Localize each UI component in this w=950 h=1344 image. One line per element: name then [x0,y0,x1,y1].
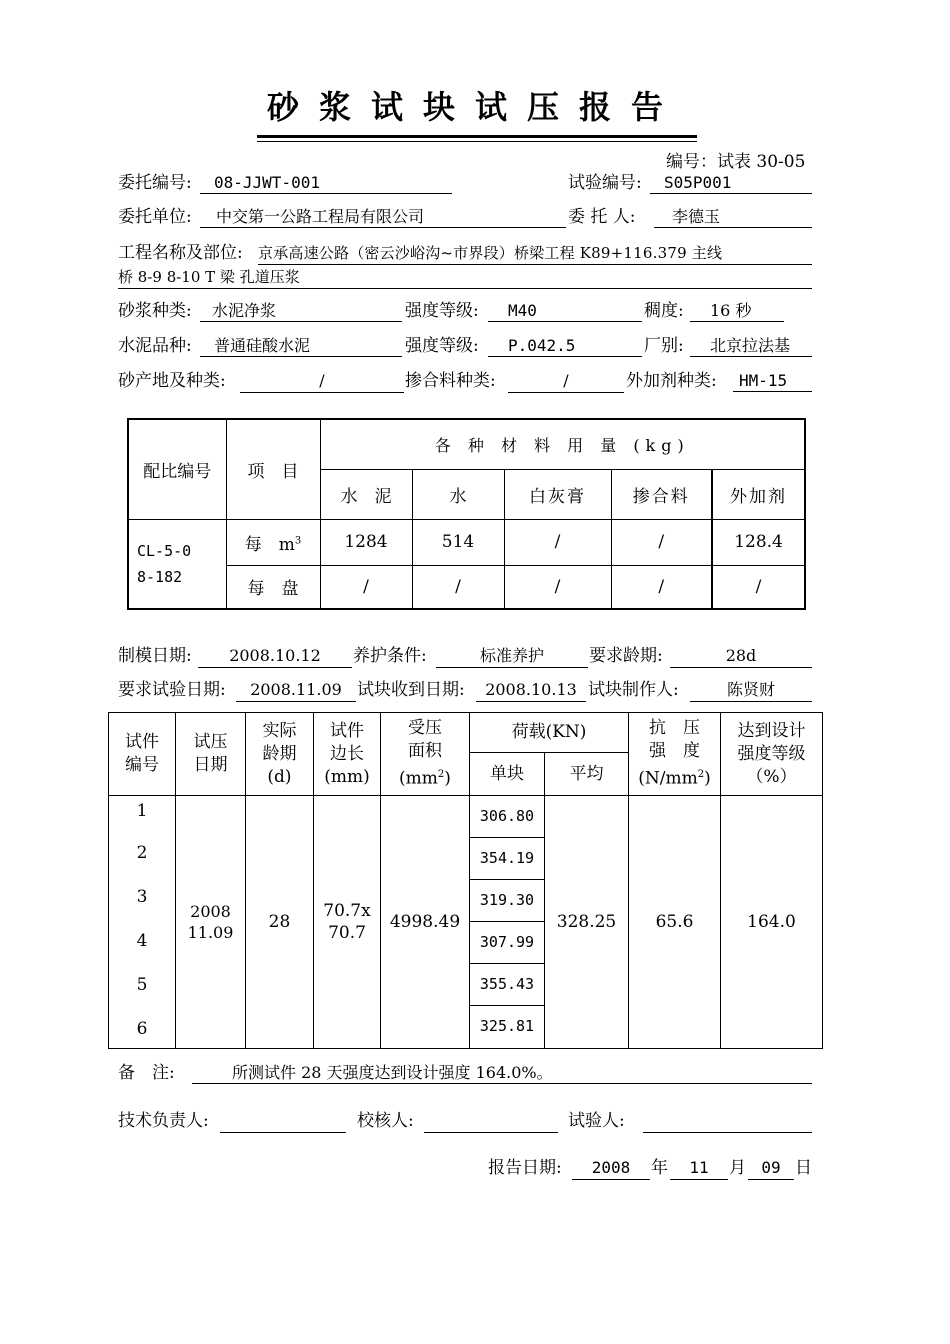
entrust-unit-value: 中交第一公路工程局有限公司 [200,206,566,228]
sand-label: 砂产地及种类: [118,371,226,391]
page-title: 砂浆试块试压报告 [266,88,683,126]
entrust-unit-label: 委托单位: [118,207,192,227]
mix-table [127,418,806,610]
report-day-unit: 日 [795,1158,812,1178]
per-batch-admix: / [611,565,712,609]
per-batch-lime: / [504,565,611,609]
sand-value: / [240,370,404,393]
mix-no-value [128,519,226,609]
report-month-unit: 月 [729,1158,746,1178]
strength-grade-label: 强度等级: [405,301,479,321]
load-4: 307.99 [470,922,544,964]
area-cell: 4998.49 [381,796,470,1049]
water-header: 水 [412,469,504,519]
entrust-no-value: 08-JJWT-001 [200,172,452,194]
col-strength-l3 [629,763,720,791]
col-age-l3: (d) [267,766,292,787]
per-m3-lime: / [504,519,611,565]
age-label: 要求龄期: [589,646,663,666]
mortar-type-label: 砂浆种类: [118,301,192,321]
side-cell [314,796,381,1049]
col-strength-l2: 强 度 [649,741,700,762]
item-header: 项 目 [226,419,320,519]
per-m3-text: 每 m [244,534,295,555]
lime-header: 白灰膏 [504,469,611,519]
test-date-cell [176,796,246,1049]
specimen-no-cell [109,796,176,1049]
col-test-date-l1: 试压 [193,732,228,752]
strength-cell: 65.6 [629,796,721,1049]
test-date-value: 2008.11.09 [236,679,356,702]
loads-cell [470,796,545,1049]
cement-type-label: 水泥品种: [118,336,192,356]
curing-label: 养护条件: [353,646,427,666]
per-m3-sup: 3 [294,534,302,546]
mix-no-line2: 8-182 [137,567,183,586]
strength-grade-value: M40 [488,300,642,322]
load-6: 325.81 [479,1017,535,1035]
mold-date-label: 制模日期: [118,646,192,666]
tester-line [643,1110,812,1133]
col-load: 荷载(KN) [470,713,629,753]
per-batch-additive: / [712,565,805,609]
per-m3-label [226,519,320,565]
age-cell: 28 [246,796,314,1049]
test-no-label: 试验编号: [568,173,642,193]
checker-line [424,1110,558,1133]
admixture-label: 掺合料种类: [405,371,496,391]
title-underline [257,135,697,138]
per-batch-label: 每 盘 [226,565,320,609]
load-3: 319.30 [470,880,544,922]
remark-value: 所测试件 28 天强度达到设计强度 164.0%。 [192,1062,812,1084]
test-no-value: S05P001 [650,172,812,194]
per-m3-water: 514 [412,519,504,565]
additive-header: 外加剂 [712,469,805,519]
specimen-2: 2 [136,843,148,863]
additive-label: 外加剂种类: [626,371,717,391]
col-test-date-l2: 日期 [193,755,228,775]
col-strength-sup: 2 [697,769,705,781]
report-date-label: 报告日期: [488,1158,562,1178]
factory-label: 厂别: [644,336,684,356]
col-area-l3 [381,763,469,791]
specimen-4: 4 [136,931,148,951]
col-area-close: ) [444,768,451,789]
project-value-line1: 京承高速公路（密云沙峪沟~市界段）桥梁工程 K89+116.379 主线 [258,242,812,265]
cement-grade-value: P.042.5 [488,335,642,357]
load-5: 355.43 [470,964,544,1006]
per-batch-water: / [412,565,504,609]
load-1: 306.80 [470,796,544,838]
col-ratio-l1: 达到设计 [737,720,806,741]
col-strength-close: ) [704,768,711,789]
result-table [108,712,823,1049]
col-age-l1: 实际 [262,720,297,741]
col-area [381,713,470,796]
per-batch-cement: / [320,565,412,609]
col-specimen-no-l1: 试件 [125,732,159,752]
entruster-value: 李德玉 [654,206,812,228]
avg-load-cell: 328.25 [545,796,629,1049]
received-value: 2008.10.13 [476,679,586,702]
curing-value: 标准养护 [436,645,588,668]
ratio-cell: 164.0 [721,796,823,1049]
cement-header: 水 泥 [320,469,412,519]
col-age-l2: 龄期 [262,743,297,764]
consistency-value: 16 秒 [690,300,784,322]
cement-type-value: 普通硅酸水泥 [200,335,402,357]
side-l1: 70.7x [323,901,371,921]
per-m3-cement: 1284 [320,519,412,565]
col-side [314,713,381,796]
col-specimen-no-l2: 编号 [125,755,159,775]
maker-label: 试块制作人: [588,680,679,700]
mix-no-header: 配比编号 [128,419,226,519]
col-ratio-l2: 强度等级 [737,743,806,764]
col-side-l1: 试件 [330,720,364,741]
test-date-label: 要求试验日期: [118,680,226,700]
load-2: 354.19 [470,838,544,880]
col-side-l2: 边长 [330,743,364,764]
admix-header: 掺合料 [611,469,712,519]
amounts-header: 各 种 材 料 用 量 (kg) [320,419,805,469]
remark-label: 备 注: [118,1063,175,1083]
col-side-l3: (mm) [324,766,370,787]
additive-value: HM-15 [733,370,812,392]
entruster-label: 委 托 人: [568,207,636,227]
specimen-5: 5 [136,975,148,995]
col-age [246,713,314,796]
project-label: 工程名称及部位: [118,243,243,263]
col-strength-l1: 抗 压 [649,718,700,739]
title-underline-thin [257,141,697,142]
mortar-type-value: 水泥净浆 [200,300,402,322]
consistency-label: 稠度: [644,301,684,321]
report-month: 11 [670,1157,728,1180]
factory-value: 北京拉法基 [690,335,812,357]
form-number: 编号：试表 30-05 [666,152,806,172]
col-strength [629,713,721,796]
specimen-3: 3 [136,887,148,907]
report-year-unit: 年 [651,1158,668,1178]
checker-label: 校核人: [357,1111,414,1131]
col-load-avg: 平均 [545,753,629,796]
col-test-date [176,713,246,796]
project-value-line2: 桥 8-9 8-10 T 梁 孔道压浆 [118,266,812,289]
col-area-unit: (mm [399,768,438,789]
report-day: 09 [748,1157,794,1180]
per-m3-additive: 128.4 [712,519,805,565]
entrust-no-label: 委托编号: [118,173,192,193]
per-m3-admix: / [611,519,712,565]
test-date-l1: 2008 [190,902,231,921]
col-specimen-no [109,713,176,796]
col-load-single: 单块 [470,753,545,796]
col-area-l1: 受压 [408,718,442,739]
age-value: 28d [670,645,812,668]
cement-grade-label: 强度等级: [405,336,479,356]
tester-label: 试验人: [568,1111,625,1131]
col-ratio-l3: （%） [746,766,797,787]
col-area-sup: 2 [437,769,445,781]
maker-value: 陈贤财 [690,679,812,702]
specimen-6: 6 [136,1019,148,1039]
report-year: 2008 [572,1157,650,1180]
col-ratio [721,713,823,796]
specimen-1: 1 [136,801,148,821]
received-label: 试块收到日期: [357,680,465,700]
tech-lead-label: 技术负责人: [118,1111,209,1131]
col-area-l2: 面积 [408,741,442,762]
admixture-value: / [508,370,624,393]
col-strength-unit: (N/mm [638,768,698,789]
mix-no-line1: CL-5-0 [137,541,192,560]
mold-date-value: 2008.10.12 [198,645,352,668]
test-date-l2: 11.09 [187,923,234,942]
tech-lead-line [220,1110,346,1133]
side-l2: 70.7 [328,923,366,943]
